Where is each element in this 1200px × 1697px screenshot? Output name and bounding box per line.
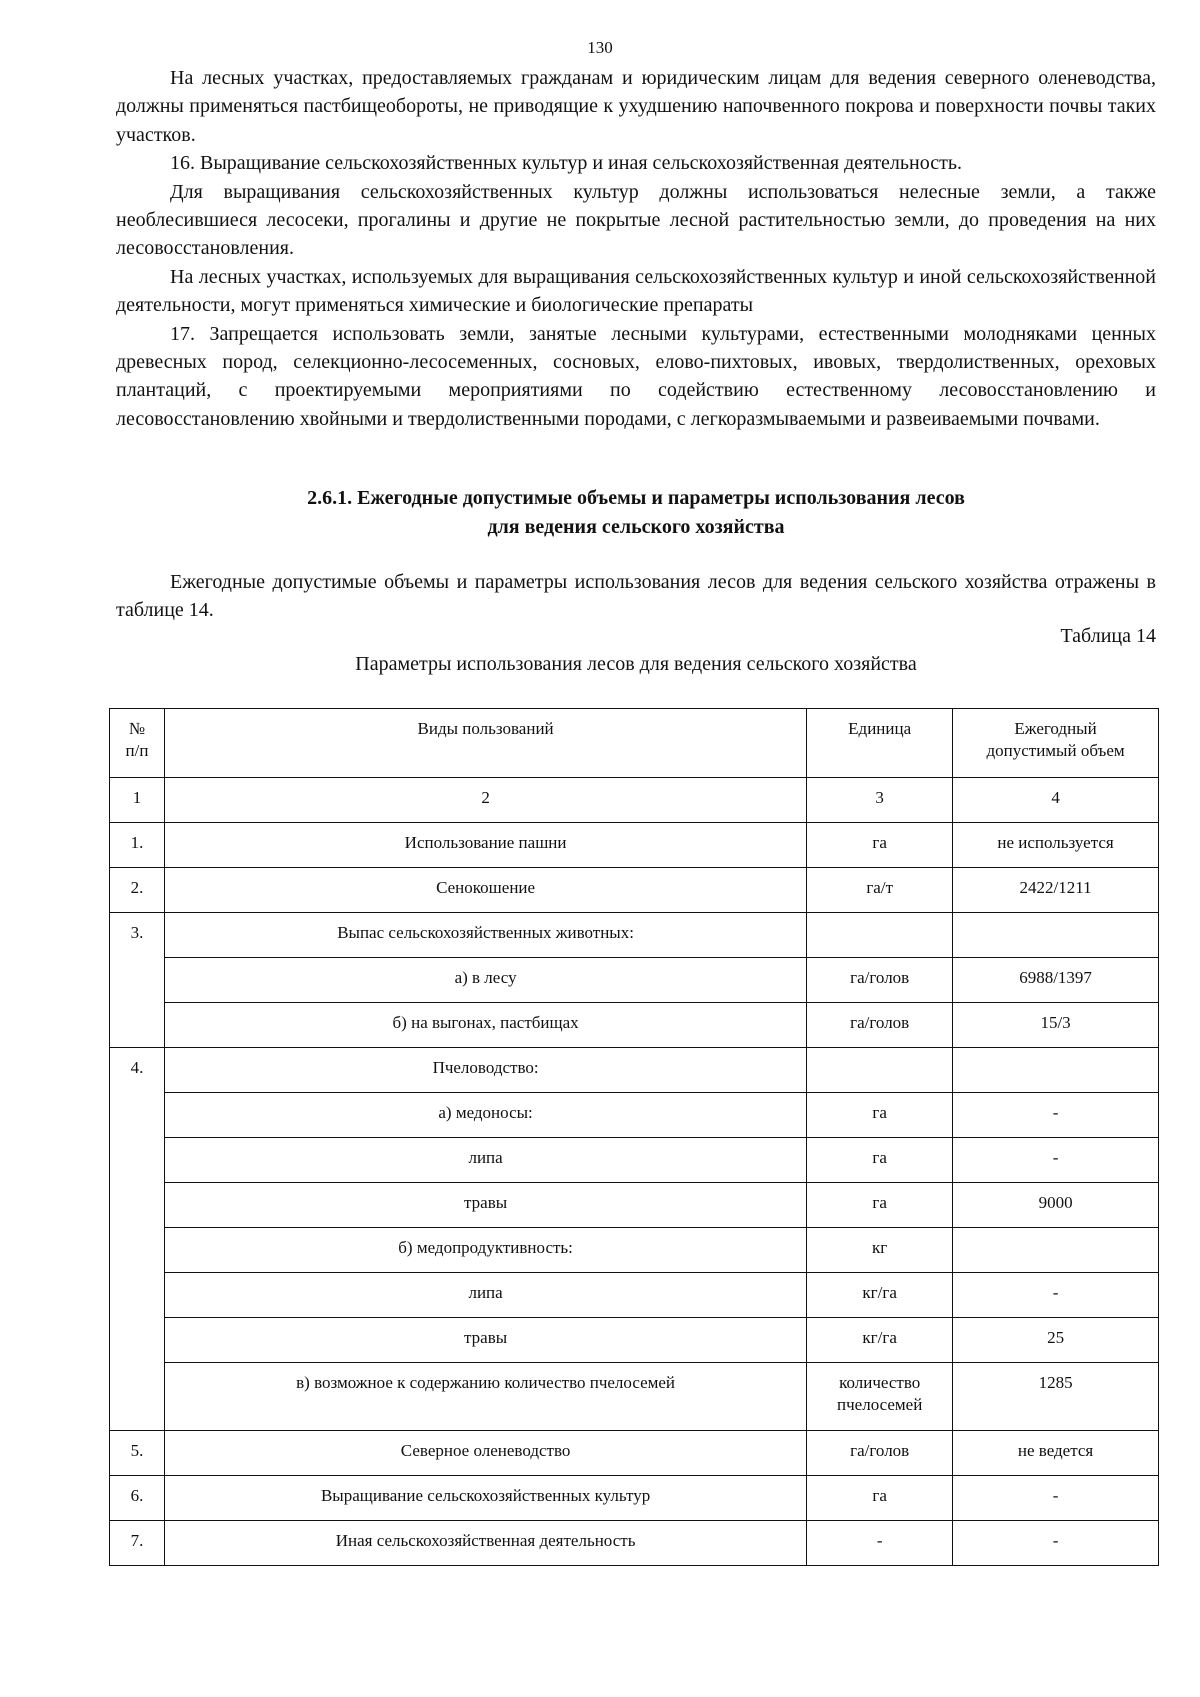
table-row [110, 868, 1159, 913]
section-heading-line: 2.6.1. Ежегодные допустимые объемы и параметры использования лесов [307, 487, 965, 509]
row-num: 2. [110, 868, 165, 913]
column-number: 1 [110, 778, 165, 823]
row-volume [953, 913, 1159, 958]
row-unit: га/голов [807, 958, 953, 1003]
table-row [110, 1273, 1159, 1318]
table-row [110, 1003, 1159, 1048]
row-type: в) возможное к содержанию количество пчелосемей [164, 1363, 806, 1431]
table-row [110, 1183, 1159, 1228]
table-row [110, 1048, 1159, 1093]
row-volume: 2422/1211 [953, 868, 1159, 913]
row-type: липа [164, 1138, 806, 1183]
row-type: а) в лесу [164, 958, 806, 1003]
header-num-line: № [128, 719, 146, 738]
table-row [110, 1431, 1159, 1476]
row-unit [807, 1048, 953, 1093]
row-volume [953, 1048, 1159, 1093]
row-type: Пчеловодство: [164, 1048, 806, 1093]
row-unit [807, 913, 953, 958]
header-unit: Единица [807, 709, 953, 778]
table-label: Таблица 14 [1060, 625, 1156, 647]
header-num [110, 709, 165, 778]
table-row [110, 1476, 1159, 1521]
row-unit-line: пчелосемей [837, 1395, 923, 1414]
row-unit: га/голов [807, 1431, 953, 1476]
paragraph: Для выращивания сельскохозяйственных культур должны использоваться нелесные земли, а также необлесившиеся лесосеки, прогалины и другие не покрытые лесной растительностью земли, до проведения на них лесовосстановления. [116, 180, 1156, 260]
row-type: Выращивание сельскохозяйственных культур [164, 1476, 806, 1521]
row-unit: га/т [807, 868, 953, 913]
row-unit [807, 1363, 953, 1431]
row-volume: не ведется [953, 1431, 1159, 1476]
table-title: Параметры использования лесов для ведения сельского хозяйства [355, 653, 917, 675]
body-text [116, 64, 1156, 433]
row-type: Сенокошение [164, 868, 806, 913]
row-volume: - [953, 1273, 1159, 1318]
header-num-line: п/п [125, 741, 149, 760]
row-volume: 25 [953, 1318, 1159, 1363]
row-type: б) на выгонах, пастбищах [164, 1003, 806, 1048]
row-volume: 6988/1397 [953, 958, 1159, 1003]
row-num: 1. [110, 823, 165, 868]
column-number-row [110, 778, 1159, 823]
row-type: б) медопродуктивность: [164, 1228, 806, 1273]
row-num: 4. [110, 1048, 165, 1431]
row-type: Выпас сельскохозяйственных животных: [164, 913, 806, 958]
table-row [110, 958, 1159, 1003]
row-unit: кг [807, 1228, 953, 1273]
row-volume: - [953, 1521, 1159, 1566]
section-heading [116, 484, 1156, 542]
row-volume: - [953, 1138, 1159, 1183]
table-row [110, 913, 1159, 958]
table-row [110, 1093, 1159, 1138]
header-volume-line: допустимый объем [986, 741, 1125, 760]
row-unit: га [807, 1183, 953, 1228]
paragraph: 16. Выращивание сельскохозяйственных культур и иная сельскохозяйственная деятельность. [170, 152, 962, 175]
row-type: травы [164, 1183, 806, 1228]
table-row [110, 1521, 1159, 1566]
table-row [110, 823, 1159, 868]
table-row [110, 1228, 1159, 1273]
row-unit: га [807, 1138, 953, 1183]
page-number: 130 [587, 38, 613, 57]
column-number: 4 [953, 778, 1159, 823]
header-volume [953, 709, 1159, 778]
paragraph: На лесных участках, используемых для выращивания сельскохозяйственных культур и иной сельскохозяйственной деятельности, могут применяться химические и биологические препараты [116, 265, 1156, 317]
row-type: Использование пашни [164, 823, 806, 868]
row-unit: кг/га [807, 1273, 953, 1318]
header-type: Виды пользований [164, 709, 806, 778]
row-volume: - [953, 1093, 1159, 1138]
row-type: липа [164, 1273, 806, 1318]
row-unit: га [807, 1093, 953, 1138]
row-volume: 1285 [953, 1363, 1159, 1431]
row-unit: кг/га [807, 1318, 953, 1363]
header-volume-line: Ежегодный [1014, 719, 1097, 738]
row-num: 3. [110, 913, 165, 1048]
row-volume: 9000 [953, 1183, 1159, 1228]
row-volume: - [953, 1476, 1159, 1521]
table-header-row [110, 709, 1159, 778]
column-number: 3 [807, 778, 953, 823]
row-unit: - [807, 1521, 953, 1566]
intro-paragraph: Ежегодные допустимые объемы и параметры использования лесов для ведения сельского хозяйства отражены в таблице 14. [116, 571, 1156, 622]
paragraph: 17. Запрещается использовать земли, занятые лесными культурами, естественными молодняками ценных древесных пород, селекционно-лесосеменных, сосновых, елово-пихтовых, ивовых, твердолиственных, ореховых плантаций, с проектируемыми мероприятиями по содействию естественному лесовосстановлению и лесовосстановлению хвойными и твердолиственными породами, с легкоразмываемыми и развеиваемыми почвами. [116, 322, 1156, 430]
row-volume: 15/3 [953, 1003, 1159, 1048]
row-unit-line: количество [839, 1373, 921, 1392]
table-row [110, 1138, 1159, 1183]
row-unit: га [807, 1476, 953, 1521]
row-unit: га/голов [807, 1003, 953, 1048]
row-type: Северное оленеводство [164, 1431, 806, 1476]
parameters-table [109, 708, 1159, 1566]
row-volume [953, 1228, 1159, 1273]
row-num: 6. [110, 1476, 165, 1521]
table-row [110, 1318, 1159, 1363]
row-unit: га [807, 823, 953, 868]
row-type: а) медоносы: [164, 1093, 806, 1138]
row-num: 5. [110, 1431, 165, 1476]
section-heading-line: для ведения сельского хозяйства [487, 516, 785, 538]
row-type: Иная сельскохозяйственная деятельность [164, 1521, 806, 1566]
table-row [110, 1363, 1159, 1431]
paragraph: На лесных участках, предоставляемых гражданам и юридическим лицам для ведения северного оленеводства, должны применяться пастбищеобороты, не приводящие к ухудшению напочвенного покрова и поверхности почвы таких участков. [116, 67, 1156, 146]
row-volume: не используется [953, 823, 1159, 868]
row-num: 7. [110, 1521, 165, 1566]
row-type: травы [164, 1318, 806, 1363]
column-number: 2 [164, 778, 806, 823]
